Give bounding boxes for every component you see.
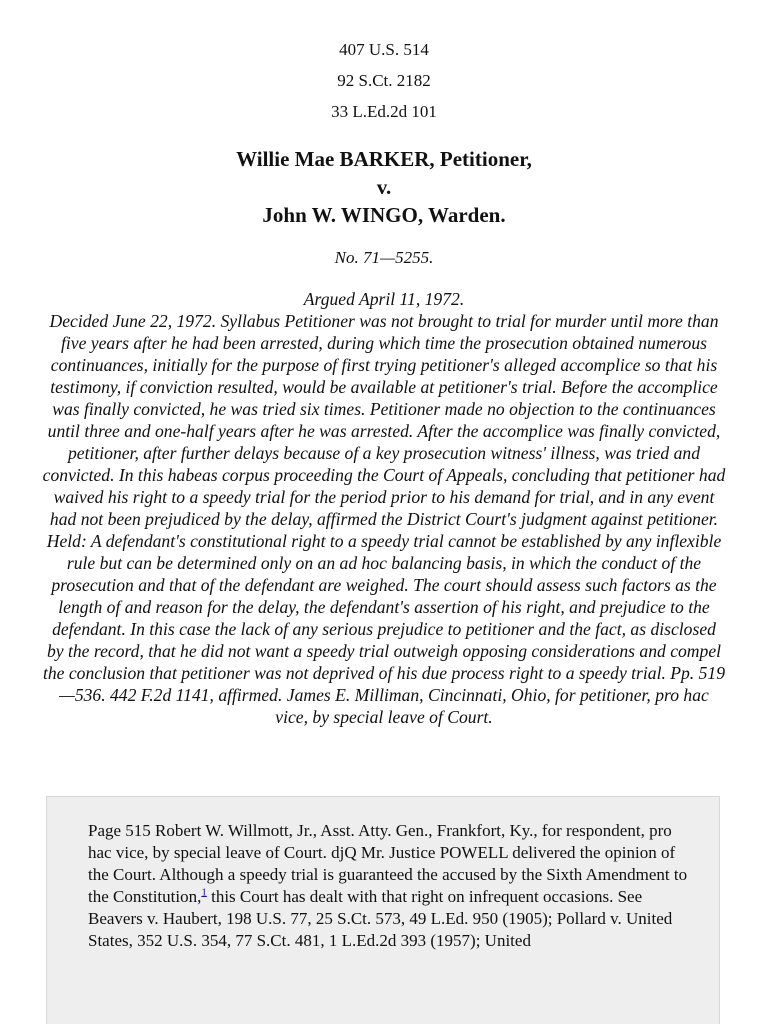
syllabus-text: Decided June 22, 1972. Syllabus Petitioner was not brought to trial for murder until more than five years after he had been arrested, during which time the prosecution obtained numerous continuances, initially for the purpose of first trying petitioner's alleged accomplice so that his testimony, if conviction resulted, would be available at petitioner's trial. Before the accomplice was finally convicted, he was tried six times. Petitioner made no objection to the continuances until three and one-half years after he was arrested. After the accomplice was finally convicted, petitioner, after further delays because of a key prosecution witness' illness, was tried and convicted. In this habeas corpus proceeding the Court of Appeals, concluding that petitioner had waived his right to a speedy trial for the period prior to his demand for trial, and in any event had not been prejudiced by the delay, affirmed the District Court's judgment against petitioner. Held: A defendant's constitutional right to a speedy trial cannot be established by any inflexible rule but can be determined only on an ad hoc balancing basis, in which the conduct of the prosecution and that of the defendant are weighed. The court should assess such factors as the length of and reason for the delay, the defendant's assertion of his right, and prejudice to the defendant. In this case the lack of any serious prejudice to petitioner and the fact, as disclosed by the record, that he did not want a speedy trial outweigh opposing considerations and compel the conclusion that petitioner was not deprived of his due process right to a speedy trial. Pp. 519—536. 442 F.2d 1141, affirmed. James E. Milliman, Cincinnati, Ohio, for petitioner, pro hac vice, by special leave of Court. — [42, 311, 726, 727]
citation-supreme-court-reporter: 92 S.Ct. 2182 — [337, 71, 431, 90]
opinion-box — [46, 796, 720, 1024]
citation-block — [0, 34, 768, 127]
citation-us-reports: 407 U.S. 514 — [339, 40, 429, 59]
footnote-link-1[interactable]: 1 — [201, 886, 207, 899]
argued-date: Argued April 11, 1972. — [303, 289, 465, 309]
respondent-name: John W. WINGO, Warden. — [262, 203, 506, 227]
opinion-text — [88, 820, 688, 952]
petitioner-name: Willie Mae BARKER, Petitioner, — [236, 147, 532, 171]
opinion-text-part-2: this Court has dealt with that right on infrequent occasions. See Beavers v. Haubert, 198 U.S. 77, 25 S.Ct. 573, 49 L.Ed. 950 (1905); Pollard v. United States, 352 U.S. 354, 77 S.Ct. 481, 1 L.Ed.2d 393 (1957); United — [88, 887, 673, 950]
citation-lawyers-edition: 33 L.Ed.2d 101 — [331, 102, 437, 121]
versus-label: v. — [376, 175, 392, 199]
opinion-text-part-1: Page 515 Robert W. Willmott, Jr., Asst. Atty. Gen., Frankfort, Ky., for respondent, pro hac vice, by special leave of Court. djQ Mr. Justice POWELL delivered the opinion of the Court. Although a speedy trial is guaranteed the accused by the Sixth Amendment to the Constitution, — [88, 821, 688, 906]
syllabus-section — [42, 288, 726, 728]
case-title — [0, 145, 768, 229]
docket-number: No. 71—5255. — [334, 248, 434, 267]
